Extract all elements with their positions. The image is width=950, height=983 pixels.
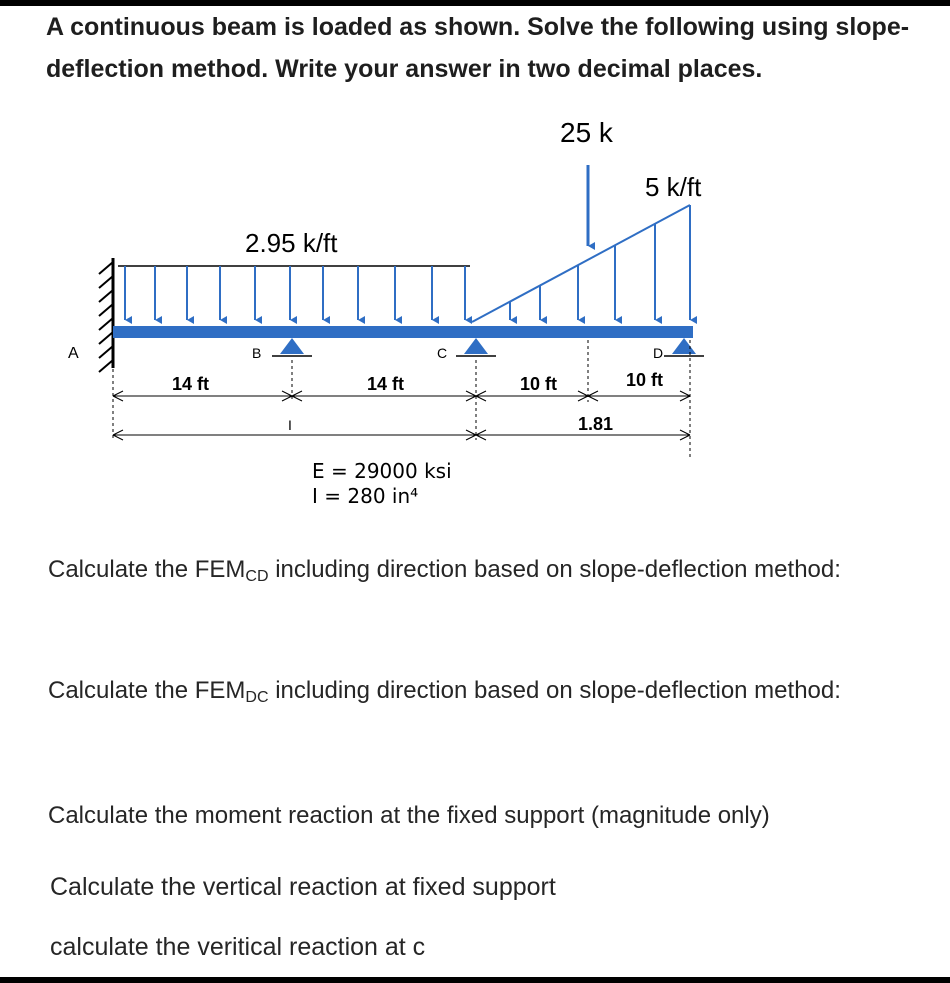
dim-bc: 14 ft	[367, 374, 405, 394]
label-c: C	[437, 345, 448, 361]
label-b: B	[252, 345, 262, 361]
udl-load	[118, 266, 470, 320]
label-a: A	[68, 345, 79, 362]
q1-text-end: including direction based on slope-deflection method:	[268, 556, 841, 583]
label-d: D	[653, 345, 664, 361]
inertia-label: I = 280 in⁴	[312, 484, 419, 508]
udl-label: 2.95 k/ft	[245, 228, 338, 258]
beam-diagram	[0, 100, 950, 520]
dim-offset: 1.81	[578, 414, 614, 434]
beam	[113, 326, 693, 338]
support-d	[664, 338, 704, 356]
dimension-lines	[113, 340, 690, 460]
q2-text-end: including direction based on slope-deflection method:	[268, 677, 841, 704]
modulus-label: E = 29000 ksi	[312, 459, 452, 483]
dim-pd: 10 ft	[626, 370, 664, 390]
fixed-support-a	[99, 258, 113, 372]
question-fem-cd	[48, 556, 841, 586]
q1-subscript: CD	[245, 568, 269, 585]
question-moment-reaction: Calculate the moment reaction at the fixed support (magnitude only)	[48, 802, 770, 829]
q2-subscript: DC	[245, 689, 269, 706]
question-vertical-reaction-fixed: Calculate the vertical reaction at fixed support	[50, 873, 556, 901]
dim-cp: 10 ft	[520, 374, 558, 394]
question-vertical-reaction-c: calculate the veritical reaction at c	[50, 933, 426, 961]
q1-text: Calculate the FEM	[48, 556, 246, 583]
problem-statement	[46, 6, 926, 90]
support-c	[456, 338, 496, 356]
section-marker: I	[288, 417, 292, 433]
dim-ab: 14 ft	[172, 374, 210, 394]
tri-load-label: 5 k/ft	[645, 172, 702, 202]
point-load-label: 25 k	[560, 117, 613, 148]
question-fem-dc	[48, 677, 841, 707]
bottom-border	[0, 977, 950, 983]
support-b	[272, 338, 312, 356]
problem-line-2: deflection method. Write your answer in two decimal places.	[46, 55, 763, 83]
q2-text: Calculate the FEM	[48, 677, 246, 704]
problem-line-1: A continuous beam is loaded as shown. Solve the following using slope-	[46, 13, 910, 41]
triangular-load	[472, 205, 690, 322]
